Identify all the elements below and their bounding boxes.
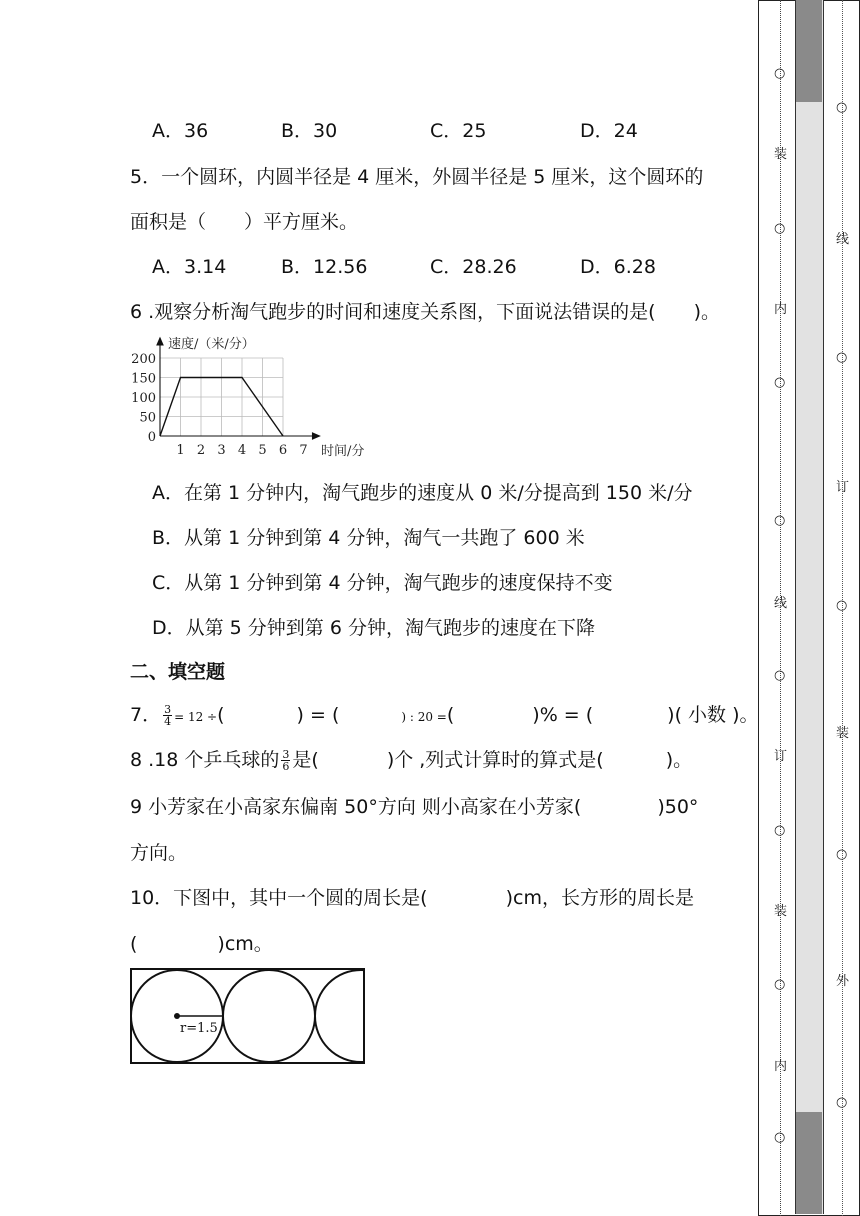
margin-circle-icon: ○	[836, 350, 848, 365]
q5-stem-line2: 面积是（ ）平方厘米。	[130, 211, 359, 233]
chart-y-tick-label: 200	[131, 352, 156, 367]
q8-fraction	[281, 749, 290, 772]
margin-circle-icon: ○	[774, 668, 786, 683]
chart-x-axis-label: 时间/分	[321, 444, 365, 459]
margin-label-inner-1: 装	[774, 147, 788, 162]
q9-line1	[130, 792, 698, 819]
q8-part3: )个 ,列式计算时的算式是(	[386, 749, 604, 771]
q8-part1: 8 .18 个乒乓球的	[130, 749, 280, 771]
margin-circle-icon: ○	[774, 977, 786, 992]
margin-label-outer-2: 订	[836, 480, 850, 495]
q7-paren1: (	[217, 704, 225, 726]
figure-circle-2	[223, 970, 315, 1062]
chart-y-axis-label: 速度/（米/分）	[168, 337, 255, 352]
q5-option-a: A．3.14	[152, 256, 227, 278]
margin-circle-icon: ○	[836, 847, 848, 862]
margin-circle-icon: ○	[836, 100, 848, 115]
margin-label-outer-1: 线	[836, 232, 850, 247]
margin-dark-bottom	[796, 1112, 822, 1214]
chart-y-tick-label: 0	[147, 430, 156, 445]
margin-dark-top	[796, 0, 822, 102]
q8-frac-num: 3	[282, 748, 290, 761]
q7-paren4: )% = (	[532, 704, 594, 726]
q7-paren5: )( 小数 )。	[667, 704, 759, 726]
margin-gray-band	[795, 0, 824, 1214]
q5-option-d: D．6.28	[580, 256, 656, 278]
margin-label-outer-4: 外	[836, 974, 850, 989]
q10-part1: 10．下图中，其中一个圆的周长是(	[130, 887, 428, 909]
chart-x-tick-label: 1	[176, 443, 185, 458]
chart-y-axis-arrow	[157, 338, 163, 345]
q5-option-c: C．28.26	[430, 256, 517, 278]
q7-frac-den: 4	[164, 715, 172, 728]
q8-frac-den: 6	[282, 760, 290, 773]
figure-circle-3	[315, 970, 368, 1062]
margin-circle-icon: ○	[774, 375, 786, 390]
q5-stem-line1: 5．一个圆环，内圆半径是 4 厘米，外圆半径是 5 厘米，这个圆环的	[130, 166, 704, 188]
q4-option-b: B．30	[281, 120, 338, 142]
speed-time-chart	[118, 330, 388, 460]
section-heading-fill-in: 二、填空题	[130, 661, 226, 683]
chart-y-tick-label: 100	[131, 391, 156, 406]
margin-circle-icon: ○	[774, 1130, 786, 1145]
chart-x-tick-label: 7	[299, 443, 308, 458]
chart-y-tick-label: 50	[139, 410, 156, 426]
margin-label-inner-2: 内	[774, 302, 788, 317]
chart-x-tick-label: 2	[196, 443, 206, 458]
q7-paren2: ) = (	[296, 704, 340, 726]
q8-part4: )。	[665, 749, 693, 771]
margin-circle-icon: ○	[774, 513, 786, 528]
q10-part3: (	[130, 933, 138, 955]
binding-margin	[758, 0, 860, 1216]
q7-line	[130, 700, 759, 727]
chart-x-tick-label: 5	[258, 443, 267, 458]
chart-x-tick-label: 6	[278, 443, 288, 458]
q9-line2: 方向。	[130, 842, 188, 864]
q4-option-d: D．24	[580, 120, 638, 142]
chart-y-tick-label: 150	[131, 371, 156, 387]
q5-option-b: B．12.56	[281, 256, 368, 278]
q10-line2	[130, 929, 273, 956]
q6-option-c: C．从第 1 分钟到第 4 分钟，淘气跑步的速度保持不变	[152, 572, 613, 594]
q4-option-c: C．25	[430, 120, 487, 142]
figure-radius-label: r=1.5	[180, 1021, 218, 1036]
margin-circle-icon: ○	[774, 66, 786, 81]
q8-part2: 是(	[292, 749, 319, 771]
margin-circle-icon: ○	[836, 598, 848, 613]
margin-label-inner-3: 线	[774, 596, 788, 611]
chart-x-tick-label: 3	[217, 443, 226, 458]
q7-frac-num: 3	[164, 703, 172, 716]
q6-option-d: D．从第 5 分钟到第 6 分钟，淘气跑步的速度在下降	[152, 617, 595, 639]
q7-ratio: ) : 20 =	[401, 710, 447, 724]
chart-x-axis-arrow	[313, 433, 320, 439]
margin-circle-icon: ○	[836, 1095, 848, 1110]
q10-part4: )cm。	[217, 933, 273, 955]
margin-label-inner-5: 装	[774, 904, 788, 919]
q7-prefix: 7．	[130, 704, 162, 726]
q7-eq1: = 12 ÷	[174, 710, 218, 724]
q7-fraction	[163, 704, 172, 727]
q4-option-a: A．36	[152, 120, 209, 142]
q6-stem: 6 .观察分析淘气跑步的时间和速度关系图，下面说法错误的是( )。	[130, 301, 720, 323]
chart-x-tick-label: 4	[237, 443, 247, 458]
q8-line	[130, 745, 692, 772]
margin-label-inner-6: 内	[774, 1059, 788, 1074]
q7-paren3: (	[446, 704, 455, 726]
margin-label-outer-3: 装	[836, 726, 850, 741]
q9-part2: )50°	[657, 796, 699, 818]
margin-circle-icon: ○	[774, 221, 786, 236]
q6-option-a: A．在第 1 分钟内，淘气跑步的速度从 0 米/分提高到 150 米/分	[152, 482, 693, 504]
circles-rectangle-figure	[128, 966, 368, 1066]
q10-line1	[130, 883, 694, 910]
q10-part2: )cm，长方形的周长是	[505, 887, 694, 909]
q9-part1: 9 小芳家在小高家东偏南 50°方向 则小高家在小芳家(	[130, 796, 582, 818]
margin-circle-icon: ○	[774, 823, 786, 838]
q6-option-b: B．从第 1 分钟到第 4 分钟，淘气一共跑了 600 米	[152, 527, 585, 549]
margin-label-inner-4: 订	[774, 749, 788, 764]
